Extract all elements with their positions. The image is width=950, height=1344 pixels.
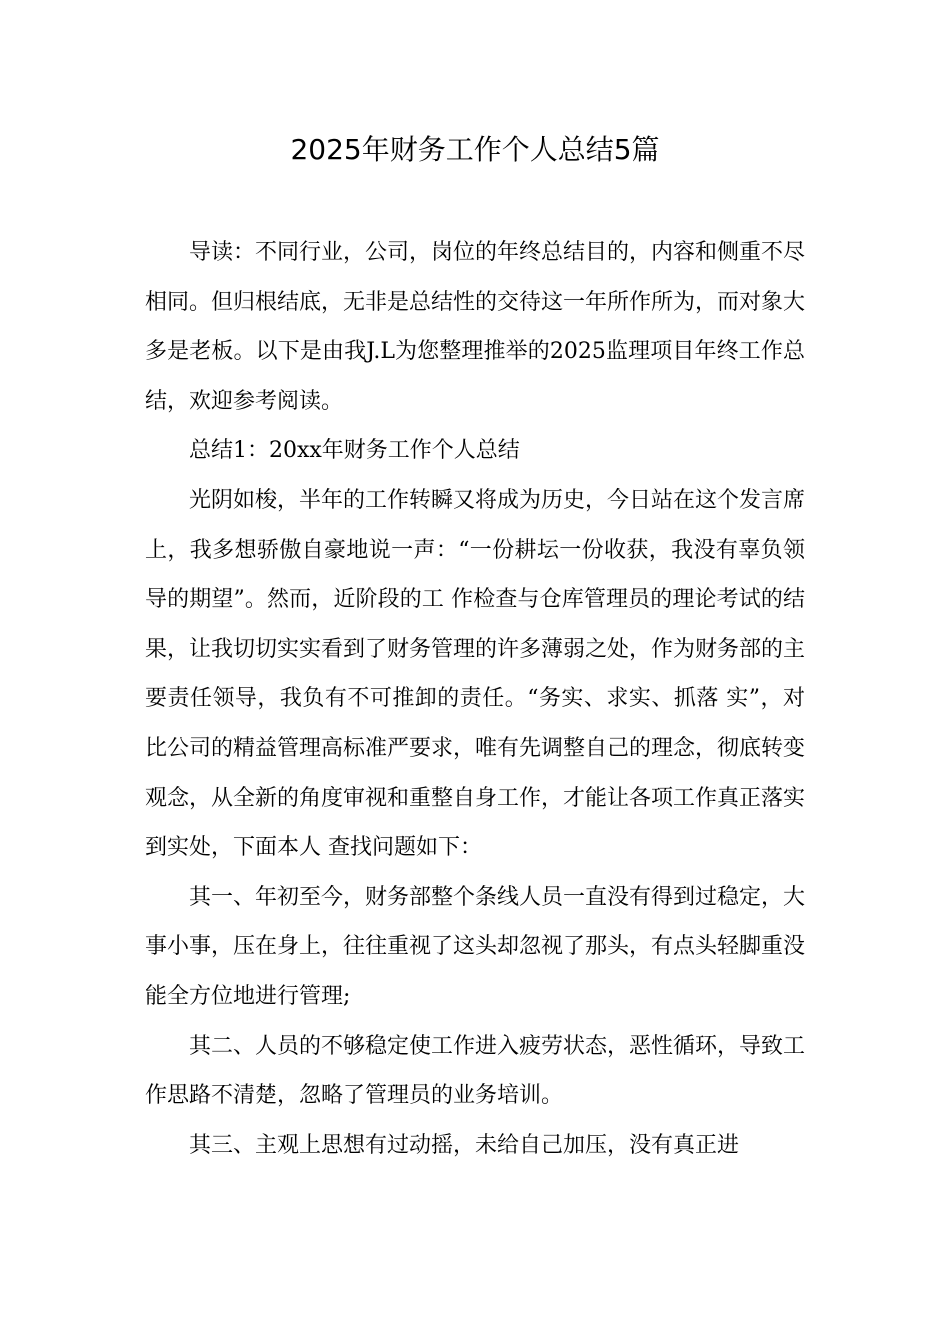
intro-paragraph: 导读：不同行业，公司，岗位的年终总结目的，内容和侧重不尽相同。但归根结底，无非是总结性的交待这一年所作所为，而对象大多是老板。以下是由我J.L为您整理推举的2025监理项目年终工作总结，欢迎参考阅读。	[145, 240, 806, 414]
body-paragraph: 其一、年初至今，财务部整个条线人员一直没有得到过稳定，大事小事，压在身上，往往重视了这头却忽视了那头，有点头轻脚重没能全方位地进行管理;	[145, 884, 806, 1009]
page-title: 2025年财务工作个人总结5篇	[290, 133, 660, 166]
body-paragraph: 光阴如梭，半年的工作转瞬又将成为历史，今日站在这个发言席上，我多想骄傲自豪地说一声：“一份耕坛一份收获，我没有辜负领导的期望”。然而，近阶段的工 作检查与仓库管理员的理论考试的结果，让我切切实实看到了财务管理的许多薄弱之处，作为财务部的主要责任领导，我负有不可推卸的责任。“务实、求实、抓落 实”，对比公司的精益管理高标准严要求，唯有先调整自己的理念，彻底转变观念，从全新的角度审视和重整自身工作，才能让各项工作真正落实到实处，下面本人 查找问题如下：	[145, 487, 806, 861]
body-paragraph: 其二、人员的不够稳定使工作进入疲劳状态，恶性循环，导致工作思路不清楚，忽略了管理员的业务培训。	[145, 1033, 806, 1109]
document-body	[145, 228, 805, 1170]
body-paragraph: 其三、主观上思想有过动摇，未给自己加压，没有真正进	[189, 1132, 740, 1158]
section-heading: 总结1：20xx年财务工作个人总结	[189, 438, 520, 464]
